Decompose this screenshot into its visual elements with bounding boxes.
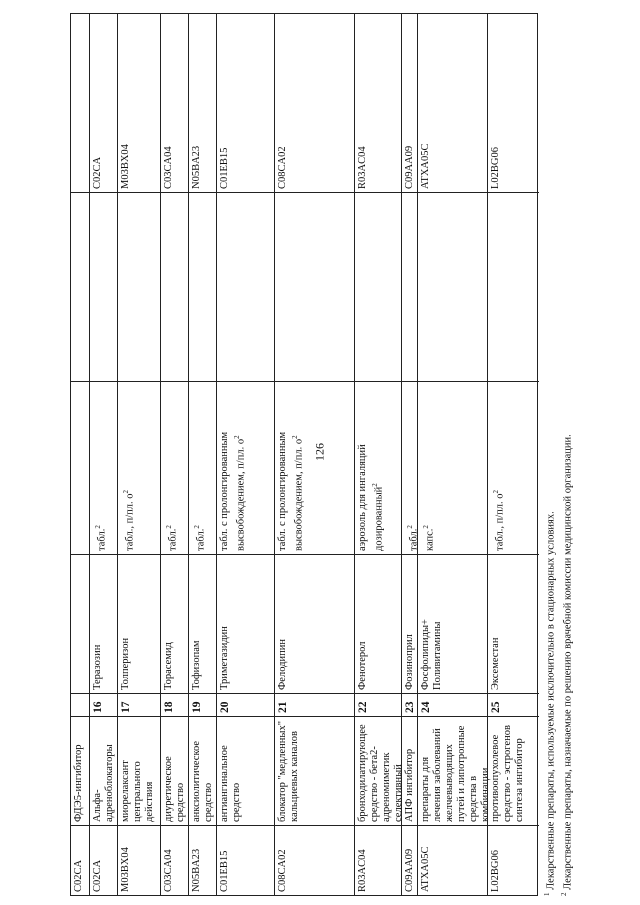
cell-atc-group	[118, 717, 160, 826]
inn-text: Эксеместан	[490, 637, 501, 690]
cell-note	[275, 193, 354, 382]
cell-atc-code	[71, 826, 89, 895]
inn-text: Триметазидин	[219, 626, 230, 690]
cell-row-number	[217, 694, 274, 717]
footnote	[558, 16, 575, 896]
row-number-text: 17	[120, 701, 132, 713]
cell-atc-code-right	[355, 12, 401, 193]
atc-group-text: ФДЭ5-ингибитор	[73, 744, 84, 822]
cell-dosage-form	[118, 382, 160, 555]
table-row	[487, 14, 539, 895]
cell-row-number	[161, 694, 188, 717]
footnote-mark: 2	[233, 435, 241, 439]
cell-inn	[275, 555, 354, 694]
cell-inn	[418, 555, 487, 694]
footnotes	[541, 16, 574, 896]
atc-code-right-text: C02CA	[92, 156, 103, 189]
atc-group-text: блокатор "медленных" кальциевых каналов	[277, 720, 300, 822]
row-number-text: 20	[219, 701, 231, 713]
atc-code-text: R03AC04	[357, 849, 368, 892]
table-row	[401, 14, 420, 895]
footnote-mark: 2	[371, 483, 379, 487]
dosage-form-text: табл. с пролонгированным высвобождением, п/пл. о	[219, 431, 247, 551]
cell-note	[161, 193, 188, 382]
row-number-text: 23	[404, 701, 416, 713]
atc-group-text: бронходилатирующее средство - бета2-адреномиметик селективный	[357, 724, 404, 822]
cell-note	[355, 193, 401, 382]
row-number-text: 19	[191, 701, 203, 713]
cell-atc-code-right	[217, 12, 274, 193]
cell-dosage-form	[217, 382, 274, 555]
footnote-mark: 2	[406, 525, 414, 529]
row-number-text: 24	[420, 701, 432, 713]
cell-row-number	[71, 694, 89, 717]
dosage-form-text: табл.	[195, 528, 207, 551]
cell-atc-code	[217, 826, 274, 895]
cell-note	[71, 193, 89, 382]
cell-atc-code-right	[161, 12, 188, 193]
atc-group-text: Альфа-адреноблокаторы	[92, 744, 115, 822]
cell-atc-group	[189, 717, 216, 826]
cell-dosage-form	[71, 382, 89, 555]
row-number-text: 25	[490, 701, 502, 713]
cell-dosage-form	[90, 382, 117, 555]
cell-atc-code-right	[90, 12, 117, 193]
cell-dosage-form	[275, 382, 354, 555]
cell-atc-group	[488, 717, 539, 826]
cell-dosage-form	[418, 382, 487, 555]
footnote-mark: 2	[559, 892, 568, 896]
cell-atc-group	[355, 717, 404, 826]
atc-group-text: препараты для лечения заболеваний желчевыводящих путей и липотропные средства в комбинации	[420, 725, 491, 822]
footnote-text: Лекарственные препараты, назначаемые по решению врачебной комиссии медицинской организации.	[562, 434, 573, 893]
dosage-form-text: табл., п/пл. о	[124, 493, 136, 551]
atc-code-text: ATXA05C	[420, 846, 431, 892]
dosage-form-text: табл., п/пл. о	[494, 493, 506, 551]
cell-atc-code	[355, 826, 401, 895]
table-row	[188, 14, 216, 895]
table-row	[89, 14, 117, 895]
cell-inn	[355, 555, 401, 694]
footnote-mark: 2	[291, 435, 299, 439]
atc-code-text: M03BX04	[120, 847, 131, 892]
atc-code-right-text: C03CA04	[163, 146, 174, 189]
cell-dosage-form	[402, 382, 420, 555]
cell-note	[488, 193, 539, 382]
cell-inn	[118, 555, 160, 694]
row-number-text: 18	[163, 701, 175, 713]
row-number-text: 21	[277, 701, 289, 713]
atc-group-text: миорелаксант центрального действия	[120, 760, 155, 822]
cell-atc-code	[189, 826, 216, 895]
inn-text: Фенотерол	[357, 641, 368, 690]
footnote-mark: 2	[165, 525, 173, 529]
cell-row-number	[402, 694, 417, 717]
cell-atc-code	[402, 826, 417, 895]
cell-atc-code	[118, 826, 160, 895]
cell-row-number	[488, 694, 539, 717]
dosage-form-text: табл.	[96, 528, 108, 551]
atc-code-right-text: C09AA09	[404, 145, 415, 189]
footnote-text: Лекарственные препараты, используемые исключительно в стационарных условиях.	[545, 511, 557, 893]
cell-atc-code-right	[275, 12, 354, 193]
cell-note	[118, 193, 160, 382]
atc-code-text: C03CA04	[163, 849, 174, 892]
cell-atc-code-right	[118, 12, 160, 193]
table-row	[71, 14, 89, 895]
atc-code-text: C01EB15	[219, 850, 230, 892]
footnote-mark: 2	[492, 490, 500, 494]
table-row	[354, 14, 404, 895]
cell-row-number	[275, 694, 354, 717]
cell-atc-code-right	[71, 12, 89, 193]
cell-dosage-form	[161, 382, 188, 555]
cell-inn	[488, 555, 539, 694]
cell-inn	[90, 555, 117, 694]
cell-atc-group	[275, 717, 354, 826]
atc-group-text: анксиолитическое средство	[191, 740, 214, 822]
table-row	[117, 14, 160, 895]
footnote-mark: 2	[122, 490, 130, 494]
dosage-form-text: табл.	[408, 528, 420, 551]
cell-note	[90, 193, 117, 382]
cell-atc-code	[275, 826, 354, 895]
cell-atc-code-right	[488, 12, 539, 193]
atc-code-right-text: ATXA05C	[420, 143, 431, 189]
cell-atc-code-right	[402, 12, 417, 193]
table-row	[417, 14, 491, 895]
atc-code-right-text: L02BG06	[490, 147, 501, 189]
inn-text: Торасемид	[163, 642, 174, 690]
row-number-text: 22	[357, 701, 369, 713]
atc-code-text: C02CA	[92, 859, 103, 892]
cell-row-number	[355, 694, 401, 717]
atc-group-text: диуретическое средство	[163, 756, 186, 822]
footnote-mark: 2	[94, 525, 102, 529]
table-row	[160, 14, 188, 895]
footnote-mark: 1	[543, 892, 551, 896]
cell-note	[402, 193, 417, 382]
cell-inn	[189, 555, 216, 694]
atc-code-right-text: N05BA23	[191, 145, 202, 189]
table-row	[274, 14, 354, 895]
inn-text: Тофизопам	[191, 640, 202, 690]
atc-group-text: АПФ ингибитор	[404, 748, 415, 822]
cell-atc-code	[90, 826, 117, 895]
atc-group-text: антиангинальное средство	[219, 745, 242, 822]
atc-code-text: L02BG06	[490, 850, 501, 892]
cell-atc-code	[418, 826, 487, 895]
cell-inn	[161, 555, 188, 694]
cell-atc-code	[161, 826, 188, 895]
atc-code-text: N05BA23	[191, 848, 202, 892]
cell-note	[217, 193, 274, 382]
table-row	[216, 14, 274, 895]
cell-atc-group	[402, 717, 417, 826]
dosage-form-text: табл.	[167, 528, 179, 551]
atc-code-right-text: C08CA02	[277, 146, 288, 189]
cell-inn	[71, 555, 89, 694]
cell-atc-group	[90, 717, 117, 826]
cell-atc-group	[217, 717, 274, 826]
cell-row-number	[90, 694, 117, 717]
dosage-form-text: табл. с пролонгированным высвобождением, п/пл. о	[277, 431, 305, 551]
footnote-mark: 2	[422, 525, 430, 529]
inn-text: Фозиноприл	[404, 634, 415, 690]
cell-atc-code-right	[189, 12, 216, 193]
inn-text: Теразозин	[92, 644, 103, 690]
cell-note	[418, 193, 487, 382]
cell-dosage-form	[488, 382, 539, 555]
atc-code-text: C02CA	[73, 859, 84, 892]
atc-group-text: противоопухолевое средство - эстрогенов синтеза ингибитор	[490, 725, 525, 822]
cell-atc-group	[71, 717, 89, 826]
dosage-form-text: капс.	[424, 528, 436, 551]
cell-inn	[402, 555, 417, 694]
inn-text: Толперизон	[120, 637, 131, 690]
atc-code-text: C08CA02	[277, 849, 288, 892]
cell-inn	[217, 555, 274, 694]
cell-dosage-form	[355, 382, 401, 555]
footnote	[541, 16, 558, 896]
drug-table	[70, 13, 538, 896]
cell-note	[189, 193, 216, 382]
cell-row-number	[418, 694, 487, 717]
page-number: 126	[312, 443, 327, 461]
cell-atc-group	[418, 717, 491, 826]
cell-atc-code	[488, 826, 539, 895]
atc-code-right-text: M03BX04	[120, 144, 131, 189]
cell-dosage-form	[189, 382, 216, 555]
atc-code-right-text: R03AC04	[357, 146, 368, 189]
footnote-mark: 2	[193, 525, 201, 529]
inn-text: Фосфолипиды+ Поливитамины	[420, 619, 443, 690]
cell-atc-code-right	[418, 12, 487, 193]
cell-row-number	[118, 694, 160, 717]
cell-row-number	[189, 694, 216, 717]
dosage-form-text: аэрозоль для ингаляций дозированный	[357, 444, 385, 551]
atc-code-right-text: C01EB15	[219, 147, 230, 189]
cell-atc-group	[161, 717, 188, 826]
inn-text: Фелодипин	[277, 639, 288, 690]
atc-code-text: C09AA09	[404, 848, 415, 892]
row-number-text: 16	[92, 701, 104, 713]
